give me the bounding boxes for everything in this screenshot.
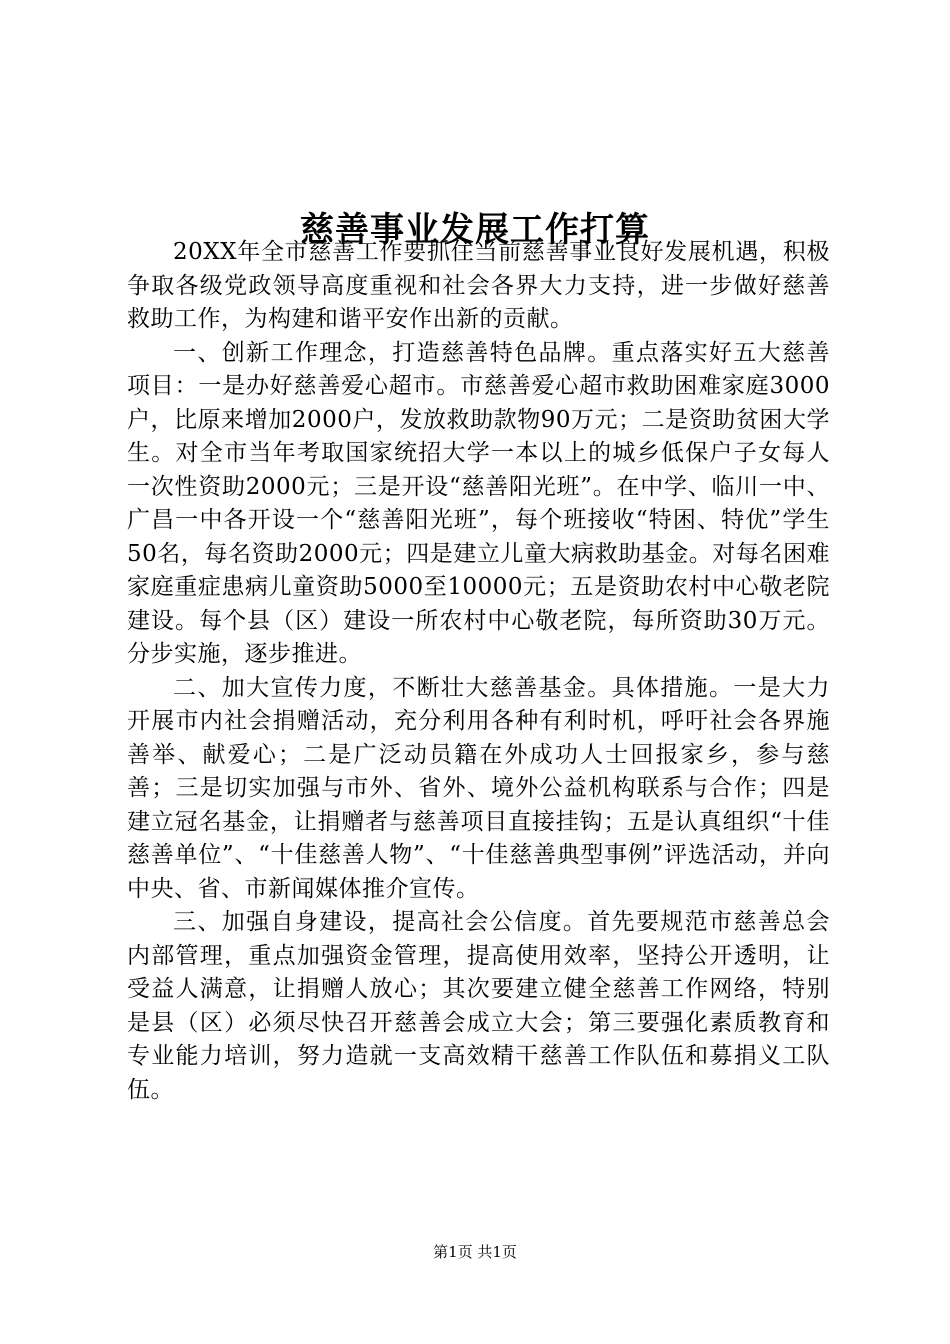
section-one-paragraph: 一、创新工作理念，打造慈善特色品牌。重点落实好五大慈善项目：一是办好慈善爱心超市。市慈善爱心超市救助困难家庭3000户，比原来增加2000户，发放救助款物90万元；二是资助贫困大学生。对全市当年考取国家统招大学一本以上的城乡低保户子女每人一次性资助2000元；三是开设“慈善阳光班”。在中学、临川一中、广昌一中各开设一个“慈善阳光班”，每个班接收“特困、特优”学生50名，每名资助2000元；四是建立儿童大病救助基金。对每名困难家庭重症患病儿童资助5000至10000元；五是资助农村中心敬老院建设。每个县（区）建设一所农村中心敬老院，每所资助30万元。分步实施，逐步推进。 — [127, 339, 830, 667]
page-footer: 第1页 共1页 — [433, 1243, 517, 1261]
intro-paragraph: 20XX年全市慈善工作要抓住当前慈善事业良好发展机遇，积极争取各级党政领导高度重视和社会各界大力支持，进一步做好慈善救助工作，为构建和谐平安作出新的贡献。 — [127, 239, 830, 332]
section-three-paragraph: 三、加强自身建设，提高社会公信度。首先要规范市慈善总会内部管理，重点加强资金管理，提高使用效率，坚持公开透明，让受益人满意，让捐赠人放心；其次要建立健全慈善工作网络，特别是县（区）必须尽快召开慈善会成立大会；第三要强化素质教育和专业能力培训，努力造就一支高效精干慈善工作队伍和募捐义工队伍。 — [127, 909, 830, 1103]
section-two-paragraph: 二、加大宣传力度，不断壮大慈善基金。具体措施。一是大力开展市内社会捐赠活动，充分利用各种有利时机，呼吁社会各界施善举、献爱心；二是广泛动员籍在外成功人士回报家乡，参与慈善；三是切实加强与市外、省外、境外公益机构联系与合作；四是建立冠名基金，让捐赠者与慈善项目直接挂钩；五是认真组织“十佳慈善单位”、“十佳慈善人物”、“十佳慈善典型事例”评选活动，并向中央、省、市新闻媒体推介宣传。 — [127, 674, 830, 902]
document-title: 慈善事业发展工作打算 — [300, 209, 650, 250]
document-body — [127, 236, 830, 1107]
